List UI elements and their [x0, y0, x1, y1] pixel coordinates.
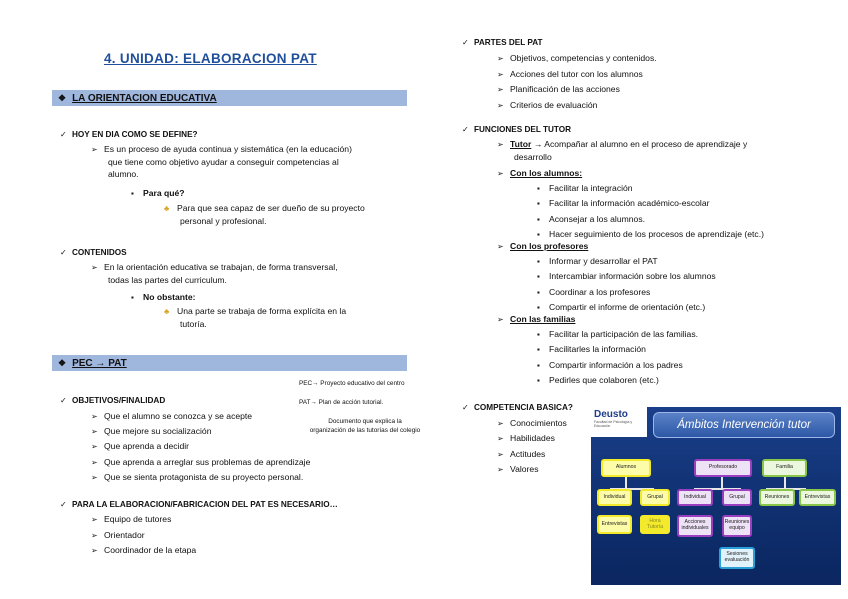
square-bullet-icon: ▪ [537, 199, 540, 209]
arrow-bullet-icon: ➢ [91, 546, 98, 556]
check-bullet-icon: ✓ [462, 125, 469, 134]
competencia-list [497, 416, 567, 478]
diagram-node-alumnos: Alumnos [601, 459, 651, 477]
list-item: ➢ Coordinador de la etapa [91, 543, 196, 559]
square-bullet-icon: ▪ [537, 257, 540, 266]
list-item: ➢ Planificación de las acciones [497, 82, 657, 98]
list-item: ▪ Intercambiar información sobre los alumnos [537, 269, 716, 284]
list-item: ▪ Aconsejar a los alumnos. [537, 212, 764, 227]
list-item: ➢ Acciones del tutor con los alumnos [497, 67, 657, 83]
list-item: ➢ Orientador [91, 528, 196, 544]
diagram-node-hora-tutoria: Hora Tutoría [640, 515, 670, 534]
arrow-bullet-icon: ➢ [91, 427, 98, 437]
heading-partes: ✓ PARTES DEL PAT [462, 38, 543, 47]
arrow-bullet-icon: ➢ [91, 457, 98, 467]
heading-funciones: ✓ FUNCIONES DEL TUTOR [462, 125, 572, 134]
check-bullet-icon: ✓ [462, 38, 469, 47]
arrow-bullet-icon: ➢ [91, 530, 98, 540]
page-title: 4. UNIDAD: ELABORACION PAT [104, 51, 317, 66]
square-bullet-icon: ▪ [537, 345, 540, 355]
list-item: ➢ Habilidades [497, 431, 567, 446]
figure-bullet-icon: ♣ [164, 307, 170, 316]
list-item: ➢ Que mejore su socialización [91, 424, 310, 439]
list-item: ➢ Conocimientos [497, 416, 567, 431]
tutor-paragraph: ➢ Tutor → Acompañar al alumno en el proceso de aprendizaje y desarrollo [497, 139, 748, 162]
square-bullet-icon: ▪ [537, 272, 540, 282]
square-bullet-icon: ▪ [131, 293, 134, 302]
hoy-sub: ▪ Para qué? [131, 188, 185, 198]
list-item: ▪ Compartir información a los padres [537, 358, 698, 373]
list-item: ➢ Objetivos, competencias y contenidos. [497, 51, 657, 67]
arrow-bullet-icon: ➢ [497, 85, 504, 95]
heading-contenidos: ✓ CONTENIDOS [60, 248, 127, 257]
arrow-bullet-icon: ➢ [497, 434, 504, 444]
list-item: ➢ Que se sienta protagonista de su proyecto personal. [91, 470, 310, 485]
diagram-node-entrevistas-familia: Entrevistas [799, 489, 836, 506]
list-item: ➢ Que aprenda a arreglar sus problemas de aprendizaje [91, 455, 310, 470]
contenidos-paragraph: ➢ En la orientación educativa se trabajan, de forma transversal, todas las partes del curriculum. [91, 262, 338, 285]
diagram-node-profesorado: Profesorado [694, 459, 752, 477]
familias-list [537, 327, 698, 389]
alumnos-label: ➢ Con los alumnos: [497, 168, 583, 178]
diagram-node-sesiones: Sesiones evaluación [719, 547, 755, 569]
contenidos-sub-text: ♣ Una parte se trabaja de forma explícita en la tutoría. [164, 306, 347, 329]
elaboracion-list [91, 512, 196, 559]
square-bullet-icon: ▪ [537, 376, 540, 386]
heading-competencia: ✓ COMPETENCIA BASICA? [462, 403, 573, 412]
check-bullet-icon: ✓ [462, 403, 469, 412]
list-item: ▪ Facilitar la información académico-escolar [537, 196, 764, 211]
section-title-orientacion: LA ORIENTACION EDUCATIVA [72, 93, 217, 104]
profesores-list [537, 254, 716, 316]
diagram-node-reuniones-equipo: Reuniones equipo [722, 515, 752, 537]
note-doc: Documento que explica la organización de las tutorías del colegio [309, 418, 421, 434]
arrow-bullet-icon: ➢ [91, 145, 98, 154]
list-item: ➢ Que aprenda a decidir [91, 439, 310, 454]
square-bullet-icon: ▪ [537, 287, 540, 297]
square-bullet-icon: ▪ [537, 330, 540, 339]
objetivos-list [91, 409, 310, 485]
diagram-node-grupal-prof: Grupal [722, 489, 752, 506]
list-item: ➢ Criterios de evaluación [497, 98, 657, 114]
heading-hoy: ✓ HOY EN DIA COMO SE DEFINE? [60, 130, 198, 139]
diamond-bullet-icon: ❖ [58, 358, 67, 368]
list-item: ▪ Informar y desarrollar el PAT [537, 254, 716, 269]
arrow-bullet-icon: ➢ [91, 412, 98, 421]
check-bullet-icon: ✓ [60, 500, 67, 509]
square-bullet-icon: ▪ [131, 189, 134, 198]
hoy-paragraph: ➢ Es un proceso de ayuda continua y sistemática (en la educación) que tiene como objetivo ayudar a conseguir competencias al alumno. [91, 144, 352, 180]
arrow-bullet-icon: ➢ [91, 472, 98, 482]
note-pat: PAT→ Plan de acción tutorial. [299, 399, 384, 406]
list-item: ➢ Actitudes [497, 447, 567, 462]
diagram-node-grupal: Grupal [640, 489, 670, 506]
diamond-bullet-icon: ❖ [58, 93, 67, 103]
figure-bullet-icon: ♣ [164, 204, 170, 213]
square-bullet-icon: ▪ [537, 303, 540, 313]
arrow-bullet-icon: ➢ [497, 242, 504, 251]
arrow-bullet-icon: ➢ [91, 263, 98, 272]
square-bullet-icon: ▪ [537, 214, 540, 224]
diagram-node-individual: Individual [597, 489, 632, 506]
arrow-bullet-icon: ➢ [497, 69, 504, 79]
contenidos-sub: ▪ No obstante: [131, 292, 196, 302]
list-item: ➢ Que el alumno se conozca y se acepte [91, 409, 310, 424]
arrow-bullet-icon: ➢ [497, 449, 504, 459]
section-band-pec [52, 355, 407, 371]
list-item: ▪ Compartir el informe de orientación (etc.) [537, 300, 716, 315]
arrow-bullet-icon: ➢ [497, 100, 504, 110]
diagram-node-acciones: Acciones individuales [677, 515, 713, 537]
list-item: ▪ Pedirles que colaboren (etc.) [537, 373, 698, 388]
square-bullet-icon: ▪ [537, 230, 540, 240]
hoy-sub-text: ♣ Para que sea capaz de ser dueño de su proyecto personal y profesional. [164, 203, 365, 226]
arrow-bullet-icon: ➢ [91, 442, 98, 452]
list-item: ▪ Facilitar la participación de las familias. [537, 327, 698, 342]
heading-elaboracion: ✓ PARA LA ELABORACION/FABRICACION DEL PAT ES NECESARIO… [60, 500, 338, 509]
arrow-bullet-icon: ➢ [497, 315, 504, 324]
diagram-node-familia: Familia [762, 459, 807, 477]
check-bullet-icon: ✓ [60, 248, 67, 257]
section-band-orientacion [52, 90, 407, 106]
list-item: ▪ Facilitarles la información [537, 342, 698, 357]
diagram-title: Ámbitos Intervención tutor [653, 412, 835, 438]
familias-label: ➢ Con las familias [497, 314, 576, 324]
diagram-node-reuniones: Reuniones [759, 489, 795, 506]
list-item: ▪ Facilitar la integración [537, 181, 764, 196]
heading-objetivos: ✓ OBJETIVOS/FINALIDAD [60, 396, 166, 405]
arrow-bullet-icon: ➢ [497, 465, 504, 475]
arrow-bullet-icon: ➢ [497, 140, 504, 149]
list-item: ▪ Coordinar a los profesores [537, 285, 716, 300]
profesores-label: ➢ Con los profesores [497, 241, 589, 251]
diagram-node-entrevistas: Entrevistas [597, 515, 632, 534]
note-pec: PEC→ Proyecto educativo del centro [299, 380, 405, 387]
deusto-logo: Deusto Facultad de Psicología y Educación [591, 407, 647, 437]
list-item: ➢ Valores [497, 462, 567, 477]
alumnos-list [537, 181, 764, 243]
arrow-bullet-icon: ➢ [497, 419, 504, 428]
partes-list [497, 51, 657, 113]
check-bullet-icon: ✓ [60, 130, 67, 139]
list-item: ▪ Hacer seguimiento de los procesos de aprendizaje (etc.) [537, 227, 764, 242]
arrow-bullet-icon: ➢ [497, 54, 504, 63]
ambitos-diagram-image [591, 407, 841, 585]
arrow-bullet-icon: ➢ [497, 169, 504, 178]
list-item: ➢ Equipo de tutores [91, 512, 196, 528]
square-bullet-icon: ▪ [537, 184, 540, 193]
section-title-pec: PEC → PAT [72, 358, 127, 369]
square-bullet-icon: ▪ [537, 360, 540, 370]
arrow-bullet-icon: ➢ [91, 515, 98, 524]
check-bullet-icon: ✓ [60, 396, 67, 405]
diagram-node-individual-prof: Individual [677, 489, 713, 506]
